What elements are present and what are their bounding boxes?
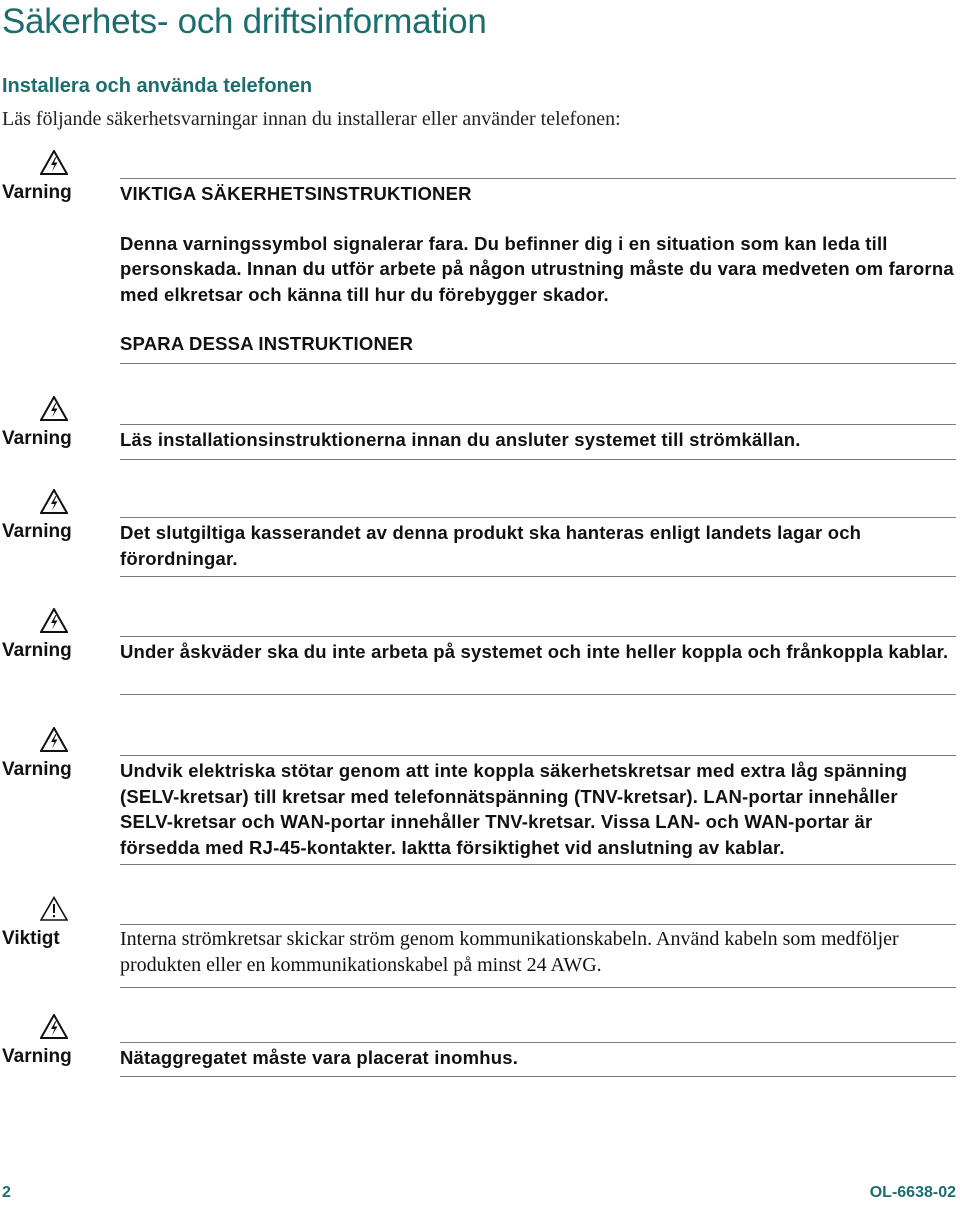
notice-label: Viktigt (2, 928, 60, 949)
electrical-hazard-warning-icon (40, 396, 68, 421)
notice-body (120, 1045, 956, 1071)
notice-label: Varning (2, 1046, 72, 1067)
section-heading: Installera och använda telefonen (2, 75, 313, 97)
notice-footer-text: SPARA DESSA INSTRUKTIONER (120, 333, 414, 354)
page-title: Säkerhets- och driftsinformation (2, 2, 487, 41)
electrical-hazard-warning-icon (40, 1014, 68, 1039)
notice-body (120, 427, 956, 453)
notice-top-rule (120, 1042, 956, 1043)
notice-bottom-rule (120, 576, 956, 577)
electrical-hazard-warning-icon (40, 608, 68, 633)
notice-body (120, 639, 956, 665)
notice-top-rule (120, 755, 956, 756)
electrical-hazard-warning-icon (40, 489, 68, 514)
caution-exclamation-icon (40, 896, 68, 921)
notice-body (120, 758, 956, 860)
intro-text: Läs följande säkerhetsvarningar innan du installerar eller använder telefonen: (2, 108, 621, 130)
notice-text: Undvik elektriska stötar genom att inte koppla säkerhetskretsar med extra låg spänning (SELV-kretsar) till kretsar med telefonnätspänning (TNV-kretsar). LAN-portar innehåller SELV-kretsar och WAN-portar innehåller TNV-kretsar. Vissa LAN- och WAN-portar är försedda med RJ-45-kontakter. Iaktta försiktighet vid anslutning av kablar. (120, 760, 908, 858)
notice-label: Varning (2, 759, 72, 780)
notice-bottom-rule (120, 363, 956, 364)
electrical-hazard-warning-icon (40, 727, 68, 752)
notice-body (120, 927, 956, 978)
notice-heading: VIKTIGA SÄKERHETSINSTRUKTIONER (120, 183, 472, 204)
notice-text: Det slutgiltiga kasserandet av denna produkt ska hanteras enligt landets lagar och förordningar. (120, 522, 862, 569)
notice-top-rule (120, 924, 956, 925)
notice-bottom-rule (120, 987, 956, 988)
notice-top-rule (120, 178, 956, 179)
notice-text: Under åskväder ska du inte arbeta på systemet och inte heller koppla och frånkoppla kablar. (120, 641, 949, 662)
notice-top-rule (120, 636, 956, 637)
notice-body (120, 181, 956, 357)
notice-label: Varning (2, 640, 72, 661)
notice-top-rule (120, 424, 956, 425)
document-id: OL-6638-02 (869, 1184, 956, 1201)
notice-text: Läs installationsinstruktionerna innan du ansluter systemet till strömkällan. (120, 429, 801, 450)
notice-body (120, 520, 956, 571)
page-number: 2 (2, 1184, 11, 1201)
notice-bottom-rule (120, 459, 956, 460)
electrical-hazard-warning-icon (40, 150, 68, 175)
notice-text: Interna strömkretsar skickar ström genom kommunikationskabeln. Använd kabeln som medföljer produkten eller en kommunikationskabel på minst 24 AWG. (120, 928, 899, 976)
notice-bottom-rule (120, 1076, 956, 1077)
notice-label: Varning (2, 428, 72, 449)
notice-bottom-rule (120, 694, 956, 695)
notice-top-rule (120, 517, 956, 518)
notice-text: Nätaggregatet måste vara placerat inomhus. (120, 1047, 519, 1068)
notice-bottom-rule (120, 864, 956, 865)
notice-label: Varning (2, 182, 72, 203)
notice-label: Varning (2, 521, 72, 542)
notice-text: Denna varningssymbol signalerar fara. Du befinner dig i en situation som kan leda till personskada. Innan du utför arbete på någon utrustning måste du vara medveten om farorna med elkretsar och känna till hur du förebygger skador. (120, 232, 954, 305)
